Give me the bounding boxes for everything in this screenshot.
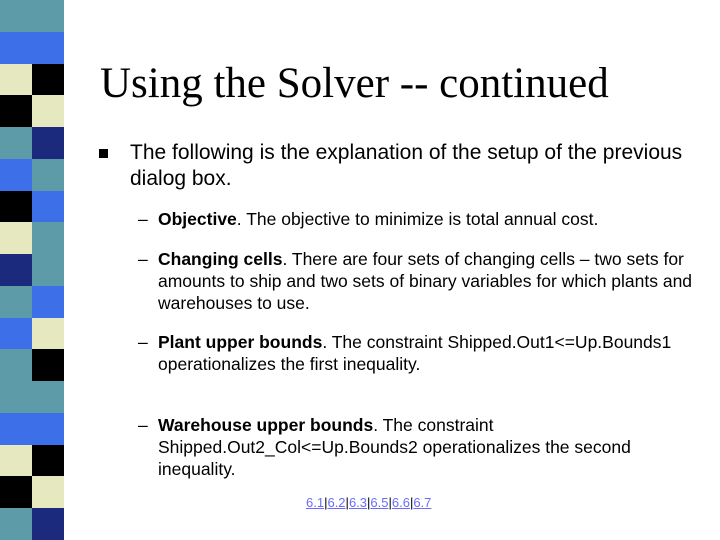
stripe-block [32,476,64,508]
stripe-block [32,95,64,127]
slide-navigation [306,495,431,511]
stripe-block [0,254,32,286]
stripe-block [0,95,32,127]
subitem-term: Objective [158,209,237,229]
stripe-block [32,413,64,445]
stripe-block [32,445,64,477]
stripe-block [32,64,64,96]
subitem-text: . There are four sets of changing cells – two sets for amounts to ship and two sets of binary variables for which plants and warehouses to use. [158,249,693,313]
nav-link-6-3[interactable]: 6.3 [348,495,368,510]
stripe-block [0,127,32,159]
subitem-term: Changing cells [158,249,283,269]
subitem-text: . The constraint Shipped.Out1<=Up.Bounds1 operationalizes the first inequality. [158,332,672,374]
stripe-block [0,0,32,32]
stripe-block [0,159,32,191]
dash-marker: – [138,332,148,352]
stripe-block [0,508,32,540]
stripe-block [32,32,64,64]
subitem-objective [130,208,700,230]
nav-separator: | [345,495,349,510]
stripe-block [0,445,32,477]
subitem-text: . The objective to minimize is total annual cost. [236,209,599,229]
nav-link-6-7[interactable]: 6.7 [413,495,432,510]
stripe-block [32,381,64,413]
nav-separator: | [388,495,392,510]
stripe-block [32,191,64,223]
stripe-block [32,222,64,254]
decorative-color-stripe [0,0,64,540]
square-bullet-icon [99,149,108,158]
dash-marker: – [138,249,148,269]
stripe-block [32,0,64,32]
stripe-block [32,254,64,286]
nav-link-6-5[interactable]: 6.5 [370,495,389,510]
nav-separator: | [367,495,371,510]
stripe-block [0,64,32,96]
stripe-block [0,286,32,318]
nav-separator: | [409,495,414,510]
stripe-block [32,127,64,159]
stripe-block [0,476,32,508]
subitem-term: Warehouse upper bounds [158,415,374,435]
stripe-block [32,159,64,191]
stripe-block [0,318,32,350]
stripe-block [32,349,64,381]
subitem-warehouse-upper-bounds [130,414,700,480]
stripe-block [32,286,64,318]
dash-marker: – [138,415,148,435]
stripe-block [0,349,32,381]
stripe-block [0,381,32,413]
nav-separator: | [324,495,328,510]
subitem-text: . The constraint Shipped.Out2_Col<=Up.Bounds2 operationalizes the second inequality. [158,415,631,479]
nav-link-6-1[interactable]: 6.1 [306,495,325,510]
nav-link-6-2[interactable]: 6.2 [327,495,346,510]
nav-link-6-6[interactable]: 6.6 [391,495,410,510]
main-bullet-text: The following is the explanation of the setup of the previous dialog box. [130,141,683,190]
dash-marker: – [138,209,148,229]
slide-title: Using the Solver -- continued [100,60,609,107]
stripe-block [0,222,32,254]
subitem-changing-cells [130,248,700,314]
stripe-block [0,191,32,223]
subitem-term: Plant upper bounds [158,332,323,352]
stripe-block [32,318,64,350]
stripe-block [0,413,32,445]
stripe-block [0,32,32,64]
subitem-plant-upper-bounds [130,331,700,375]
stripe-block [32,508,64,540]
